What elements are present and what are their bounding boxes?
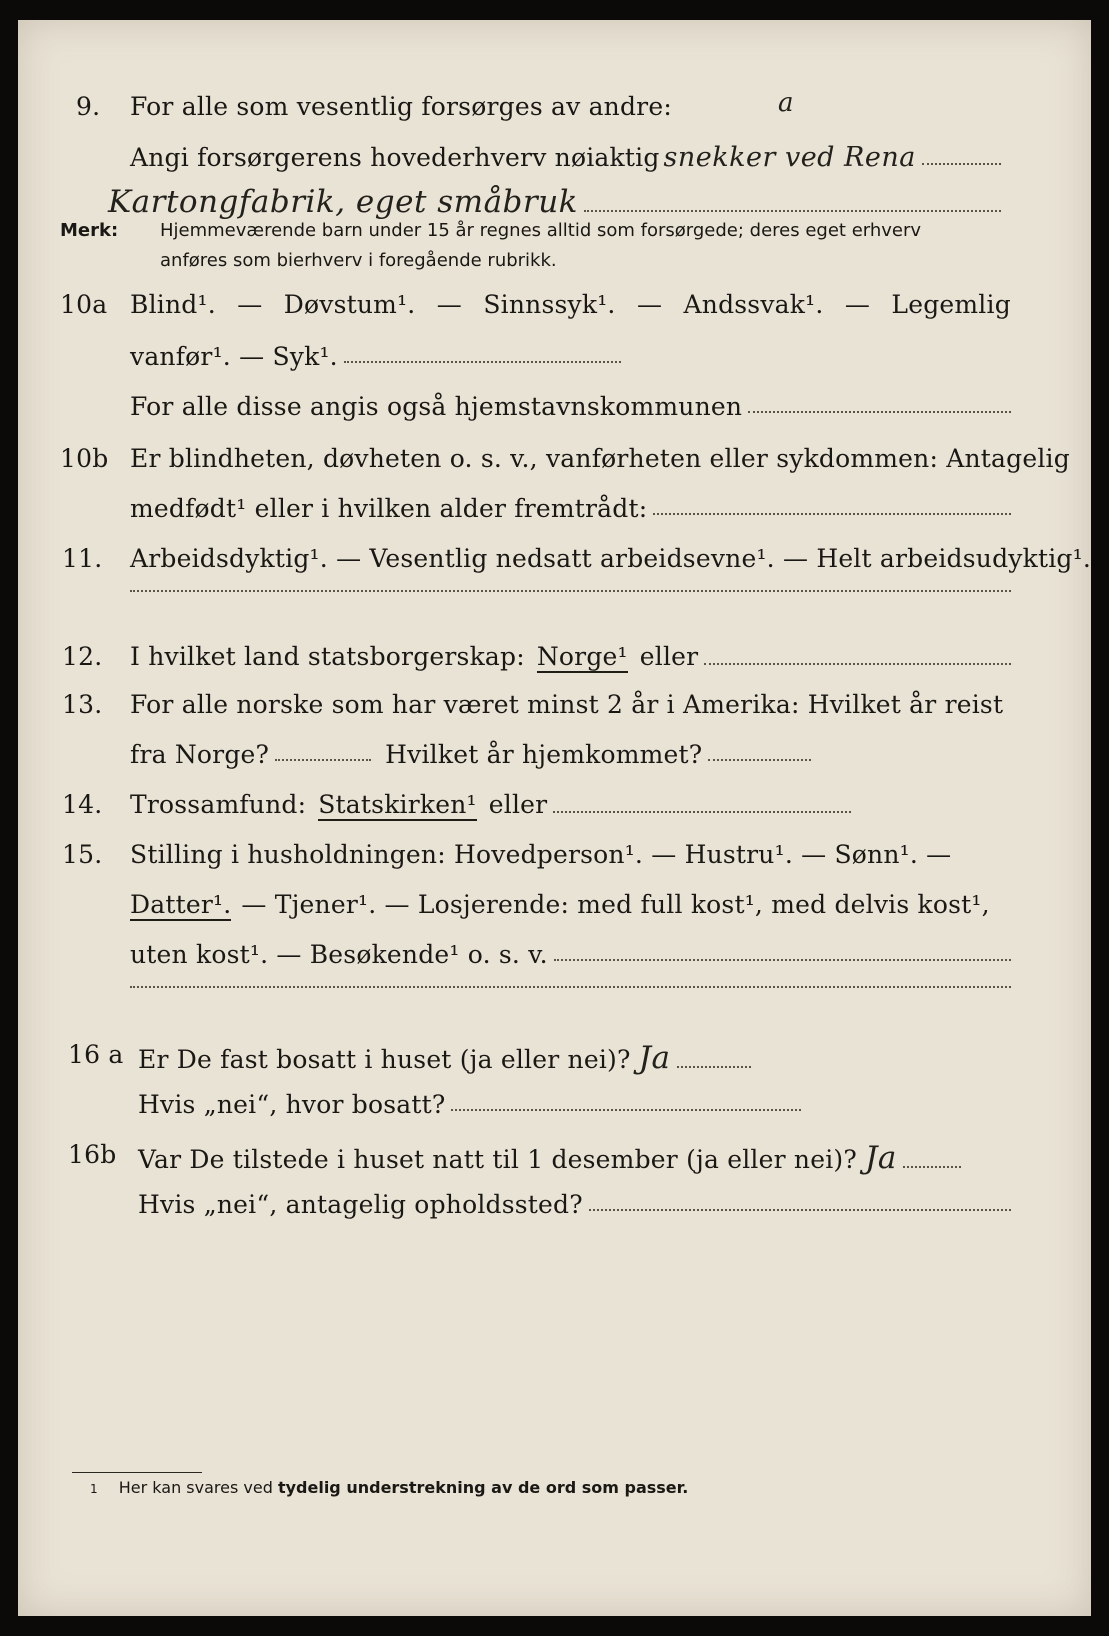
q9-handwritten-mark: a (778, 88, 795, 118)
q14-answer-line (553, 811, 851, 813)
footnote-text: Her kan svares ved (118, 1478, 273, 1497)
q9-occupation-answer: snekker ved Rena (663, 142, 916, 173)
q16b-question: Var De tilstede i huset natt til 1 desember (ja eller nei)? (138, 1145, 857, 1174)
q16b-answer: Ja (864, 1140, 897, 1176)
q15-line2-text: — Tjener¹. — Losjerende: med full kost¹, med delvis kost¹, (241, 890, 990, 919)
q14-number: 14. (62, 790, 103, 819)
q13-departure-line (275, 759, 371, 761)
q10a-sick-line (344, 361, 621, 363)
q14-answer-statskirken: Statskirken¹ (318, 790, 477, 819)
q10a-dash2: — (436, 290, 462, 319)
q10a-opt-dovstum: Døvstum¹. (283, 290, 416, 319)
q16b-line2-text: Hvis „nei“, antagelig opholdssted? (138, 1190, 583, 1219)
q15-line3-text: uten kost¹. — Besøkende¹ o. s. v. (130, 940, 548, 969)
q10b-text: Er blindheten, døvheten o. s. v., vanførheten eller sykdommen: Antagelig (130, 444, 1070, 473)
q16a-line2-text: Hvis „nei“, hvor bosatt? (138, 1090, 446, 1119)
q10b-line2 (18, 494, 1091, 534)
q10a-opt-legemlig: Legemlig (891, 290, 1011, 319)
q16b-location-line (589, 1209, 1011, 1211)
footnote-marker: 1 (90, 1482, 98, 1496)
q13-line2 (18, 740, 1091, 780)
q12-answer-line (704, 663, 1011, 665)
q13-return-line (708, 759, 811, 761)
q15-answer-line (554, 959, 1011, 961)
q10b-line1 (18, 444, 1091, 484)
q9-answer-line (922, 163, 1001, 165)
q16b-line1 (18, 1140, 1091, 1180)
q10a-municipality-line (748, 411, 1011, 413)
q16a-number: 16 a (68, 1040, 124, 1069)
q10b-answer-line (653, 513, 1011, 515)
q11-text: Arbeidsdyktig¹. — Vesentlig nedsatt arbeidsevne¹. — Helt arbeidsudyktig¹. (130, 544, 1091, 573)
q10a-dash4: — (844, 290, 871, 319)
q15-number: 15. (62, 840, 103, 869)
q9-line2 (18, 142, 1091, 182)
merk-line2: anføres som bierhverv i foregående rubrikk. (160, 250, 557, 271)
q9-occupation-answer-cont: Kartongfabrik, eget småbruk (108, 184, 578, 220)
q10a-options (130, 290, 1011, 319)
footnote (90, 1478, 688, 1497)
q11-line2 (18, 590, 1091, 630)
q14-question: Trossamfund: (130, 790, 307, 819)
q16a-question: Er De fast bosatt i huset (ja eller nei)? (138, 1045, 631, 1074)
q10a-line2 (18, 342, 1091, 382)
q15-line3 (18, 940, 1091, 980)
q12-line (18, 642, 1091, 682)
q13-return-label: Hvilket år hjemkommet? (385, 740, 703, 769)
q16b-answer-line (903, 1166, 961, 1168)
q16b-number: 16b (68, 1140, 117, 1169)
q10a-line2-text: vanfør¹. — Syk¹. (130, 342, 338, 371)
q15-text: Stilling i husholdningen: Hovedperson¹. — Hustru¹. — Sønn¹. — (130, 840, 952, 869)
q15-line1 (18, 840, 1091, 880)
q9-occupation-label: Angi forsørgerens hovederhverv nøiaktig (130, 143, 660, 172)
footnote-bold-text: tydelig understrekning av de ord som passer. (277, 1478, 689, 1497)
q10a-line3-text: For alle disse angis også hjemstavnskommunen (130, 392, 743, 421)
q10b-line2-text: medfødt¹ eller i hvilken alder fremtrådt: (130, 494, 648, 523)
q11-number: 11. (62, 544, 103, 573)
q10a-number: 10a (60, 290, 108, 319)
q16b-line2 (18, 1190, 1091, 1230)
q16a-residence-line (451, 1109, 801, 1111)
q9-answer-line-2 (584, 210, 1001, 212)
q10b-number: 10b (60, 444, 109, 473)
q9-line1 (18, 92, 1091, 132)
q16a-answer: Ja (638, 1040, 671, 1076)
q15-line4 (18, 986, 1091, 1026)
q11-answer-line (130, 590, 1011, 592)
q10a-dash3: — (636, 290, 663, 319)
q11-line1 (18, 544, 1091, 584)
q12-eller: eller (639, 642, 699, 671)
q16a-line2 (18, 1090, 1091, 1130)
q10a-line3 (18, 392, 1091, 432)
q13-departure-label: fra Norge? (130, 740, 270, 769)
q10a-opt-andssvak: Andssvak¹. (683, 290, 824, 319)
q12-number: 12. (62, 642, 103, 671)
footnote-rule (72, 1472, 202, 1473)
q16a-line1 (18, 1040, 1091, 1080)
q10a-dash1: — (237, 290, 263, 319)
q13-line1 (18, 690, 1091, 730)
q13-text: For alle norske som har været minst 2 år i Amerika: Hvilket år reist (130, 690, 1004, 719)
q15-line2 (18, 890, 1091, 930)
merk-line1: Hjemmeværende barn under 15 år regnes alltid som forsørgede; deres eget erhverv (160, 220, 922, 241)
q16a-answer-line (677, 1066, 751, 1068)
q14-line (18, 790, 1091, 830)
merk-label: Merk: (60, 220, 119, 241)
q14-eller: eller (488, 790, 548, 819)
q15-answer-line-2 (130, 986, 1011, 988)
q9-text: For alle som vesentlig forsørges av andre: (130, 92, 672, 121)
census-form-page (18, 20, 1091, 1616)
q13-number: 13. (62, 690, 103, 719)
q15-answer-datter: Datter¹. (130, 890, 232, 919)
q10a-opt-sinnssyk: Sinnssyk¹. (483, 290, 616, 319)
q12-answer-norge: Norge¹ (536, 642, 628, 671)
q10a-line1 (18, 290, 1091, 330)
q9-number: 9. (76, 92, 101, 121)
q12-question: I hvilket land statsborgerskap: (130, 642, 525, 671)
q10a-opt-blind: Blind¹. (130, 290, 216, 319)
